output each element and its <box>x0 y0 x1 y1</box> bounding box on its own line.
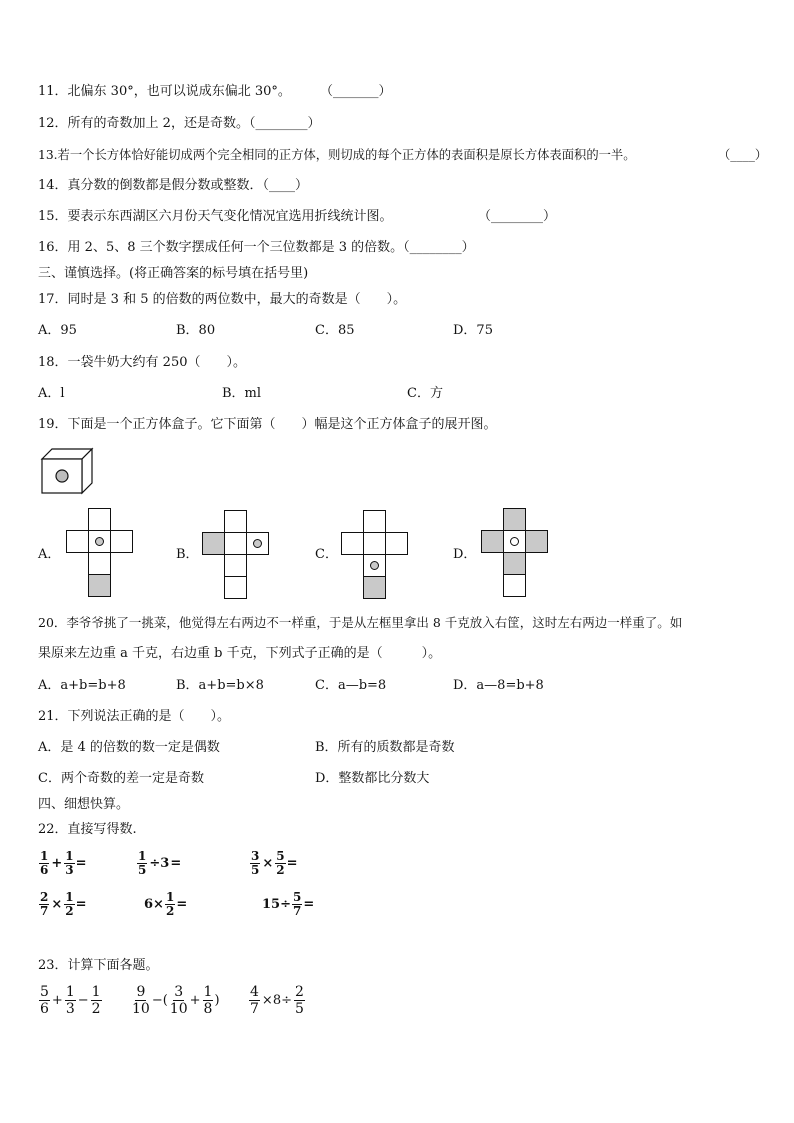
section-title-3: 三、谨慎选择。(将正确答案的标号填在括号里) <box>38 266 309 281</box>
question-text: 12．所有的奇数加上 2，还是奇数。 <box>38 116 249 131</box>
answer-blank[interactable]: （_______） <box>320 84 392 99</box>
cube-figure <box>40 447 96 495</box>
option-d[interactable]: D．整数都比分数大 <box>315 771 430 786</box>
net-c[interactable] <box>341 510 409 600</box>
option-c[interactable]: C．两个奇数的差一定是奇数 <box>38 771 204 786</box>
question-15 <box>38 209 557 225</box>
question-20-line1: 20．李爷爷挑了一挑菜，他觉得左右两边不一样重，于是从左框里拿出 8 千克放入右筐，这时左右两边一样重了。如 <box>38 615 683 630</box>
question-text: 16．用 2、5、8 三个数字摆成任何一个三位数都是 3 的倍数。 <box>38 240 404 255</box>
question-text: 15．要表示东西湖区六月份天气变化情况宜选用折线统计图。 <box>38 209 393 224</box>
question-18: 18．一袋牛奶大约有 250（ ）。 <box>38 355 246 370</box>
question-text: 13.若一个长方体恰好能切成两个完全相同的正方体，则切成的每个正方体的表面积是原长方体表面积的一半。 <box>38 148 636 162</box>
option-c[interactable]: C．a—b=8 <box>315 678 387 693</box>
question-22: 22．直接写得数. <box>38 822 137 837</box>
calc-item-5: 6× $\frac{1}{2}$ = <box>144 890 188 918</box>
answer-blank[interactable]: （________） <box>248 116 321 131</box>
answer-blank[interactable]: （________） <box>478 209 557 224</box>
option-b[interactable]: B． <box>176 547 199 562</box>
question-13 <box>38 147 768 163</box>
option-c[interactable]: C．85 <box>315 323 355 338</box>
question-19: 19．下面是一个正方体盒子。它下面第（ ）幅是这个正方体盒子的展开图。 <box>38 417 497 432</box>
option-b[interactable]: B．ml <box>222 386 262 401</box>
calc-item-6: 15÷ $\frac{5}{7}$ = <box>262 890 315 918</box>
net-a[interactable] <box>66 508 134 598</box>
option-a[interactable]: A． <box>38 547 61 562</box>
question-16 <box>38 240 475 256</box>
section-title-4: 四、细想快算。 <box>38 797 130 812</box>
option-c[interactable]: C．方 <box>407 386 443 401</box>
calc-expression-3: $\frac{4}{7}$ ×8÷ $\frac{2}{5}$ <box>250 984 304 1017</box>
option-d[interactable]: D． <box>453 547 477 562</box>
net-b[interactable] <box>202 510 274 600</box>
question-text: 11．北偏东 30°，也可以说成东偏北 30°。 <box>38 84 291 99</box>
option-a[interactable]: A．是 4 的倍数的数一定是偶数 <box>38 740 220 755</box>
answer-blank[interactable]: （____） <box>262 178 309 193</box>
option-d[interactable]: D．75 <box>453 323 493 338</box>
calc-item-2: $\frac{1}{5}$ ÷3 = <box>138 849 182 877</box>
question-21: 21．下列说法正确的是（ ）。 <box>38 709 231 724</box>
option-b[interactable]: B．a+b=b×8 <box>176 678 264 693</box>
question-text: 14．真分数的倒数都是假分数或整数． <box>38 178 263 193</box>
option-d[interactable]: D．a—8=b+8 <box>453 678 544 693</box>
question-11 <box>38 84 392 100</box>
calc-item-3: $\frac{3}{5}$ × $\frac{5}{2}$ = <box>251 849 298 877</box>
option-a[interactable]: A．l <box>38 386 65 401</box>
calc-expression-2: $\frac{9}{10}$ −( $\frac{3}{10}$ + $\frac{1}{8}$ ) <box>132 984 220 1017</box>
question-17: 17．同时是 3 和 5 的倍数的两位数中，最大的奇数是（ ）。 <box>38 292 407 307</box>
option-c[interactable]: C． <box>315 547 338 562</box>
calc-expression-1: $\frac{5}{6}$ + $\frac{1}{3}$ − $\frac{1}{2}$ <box>40 984 101 1017</box>
question-23: 23．计算下面各题。 <box>38 958 159 973</box>
question-12 <box>38 116 320 132</box>
answer-blank[interactable]: （________） <box>403 240 475 255</box>
option-b[interactable]: B．所有的质数都是奇数 <box>315 740 455 755</box>
option-b[interactable]: B．80 <box>176 323 216 338</box>
calc-item-4: $\frac{2}{7}$ × $\frac{1}{2}$ = <box>40 890 87 918</box>
answer-blank[interactable]: （____） <box>718 148 768 162</box>
option-a[interactable]: A．95 <box>38 323 77 338</box>
question-14 <box>38 178 308 194</box>
net-d[interactable] <box>481 508 551 598</box>
option-a[interactable]: A．a+b=b+8 <box>38 678 126 693</box>
question-20-line2: 果原来左边重 a 千克，右边重 b 千克，下列式子正确的是（ ）。 <box>38 646 442 661</box>
calc-item-1: $\frac{1}{6}$ + $\frac{1}{3}$ = <box>40 849 87 877</box>
